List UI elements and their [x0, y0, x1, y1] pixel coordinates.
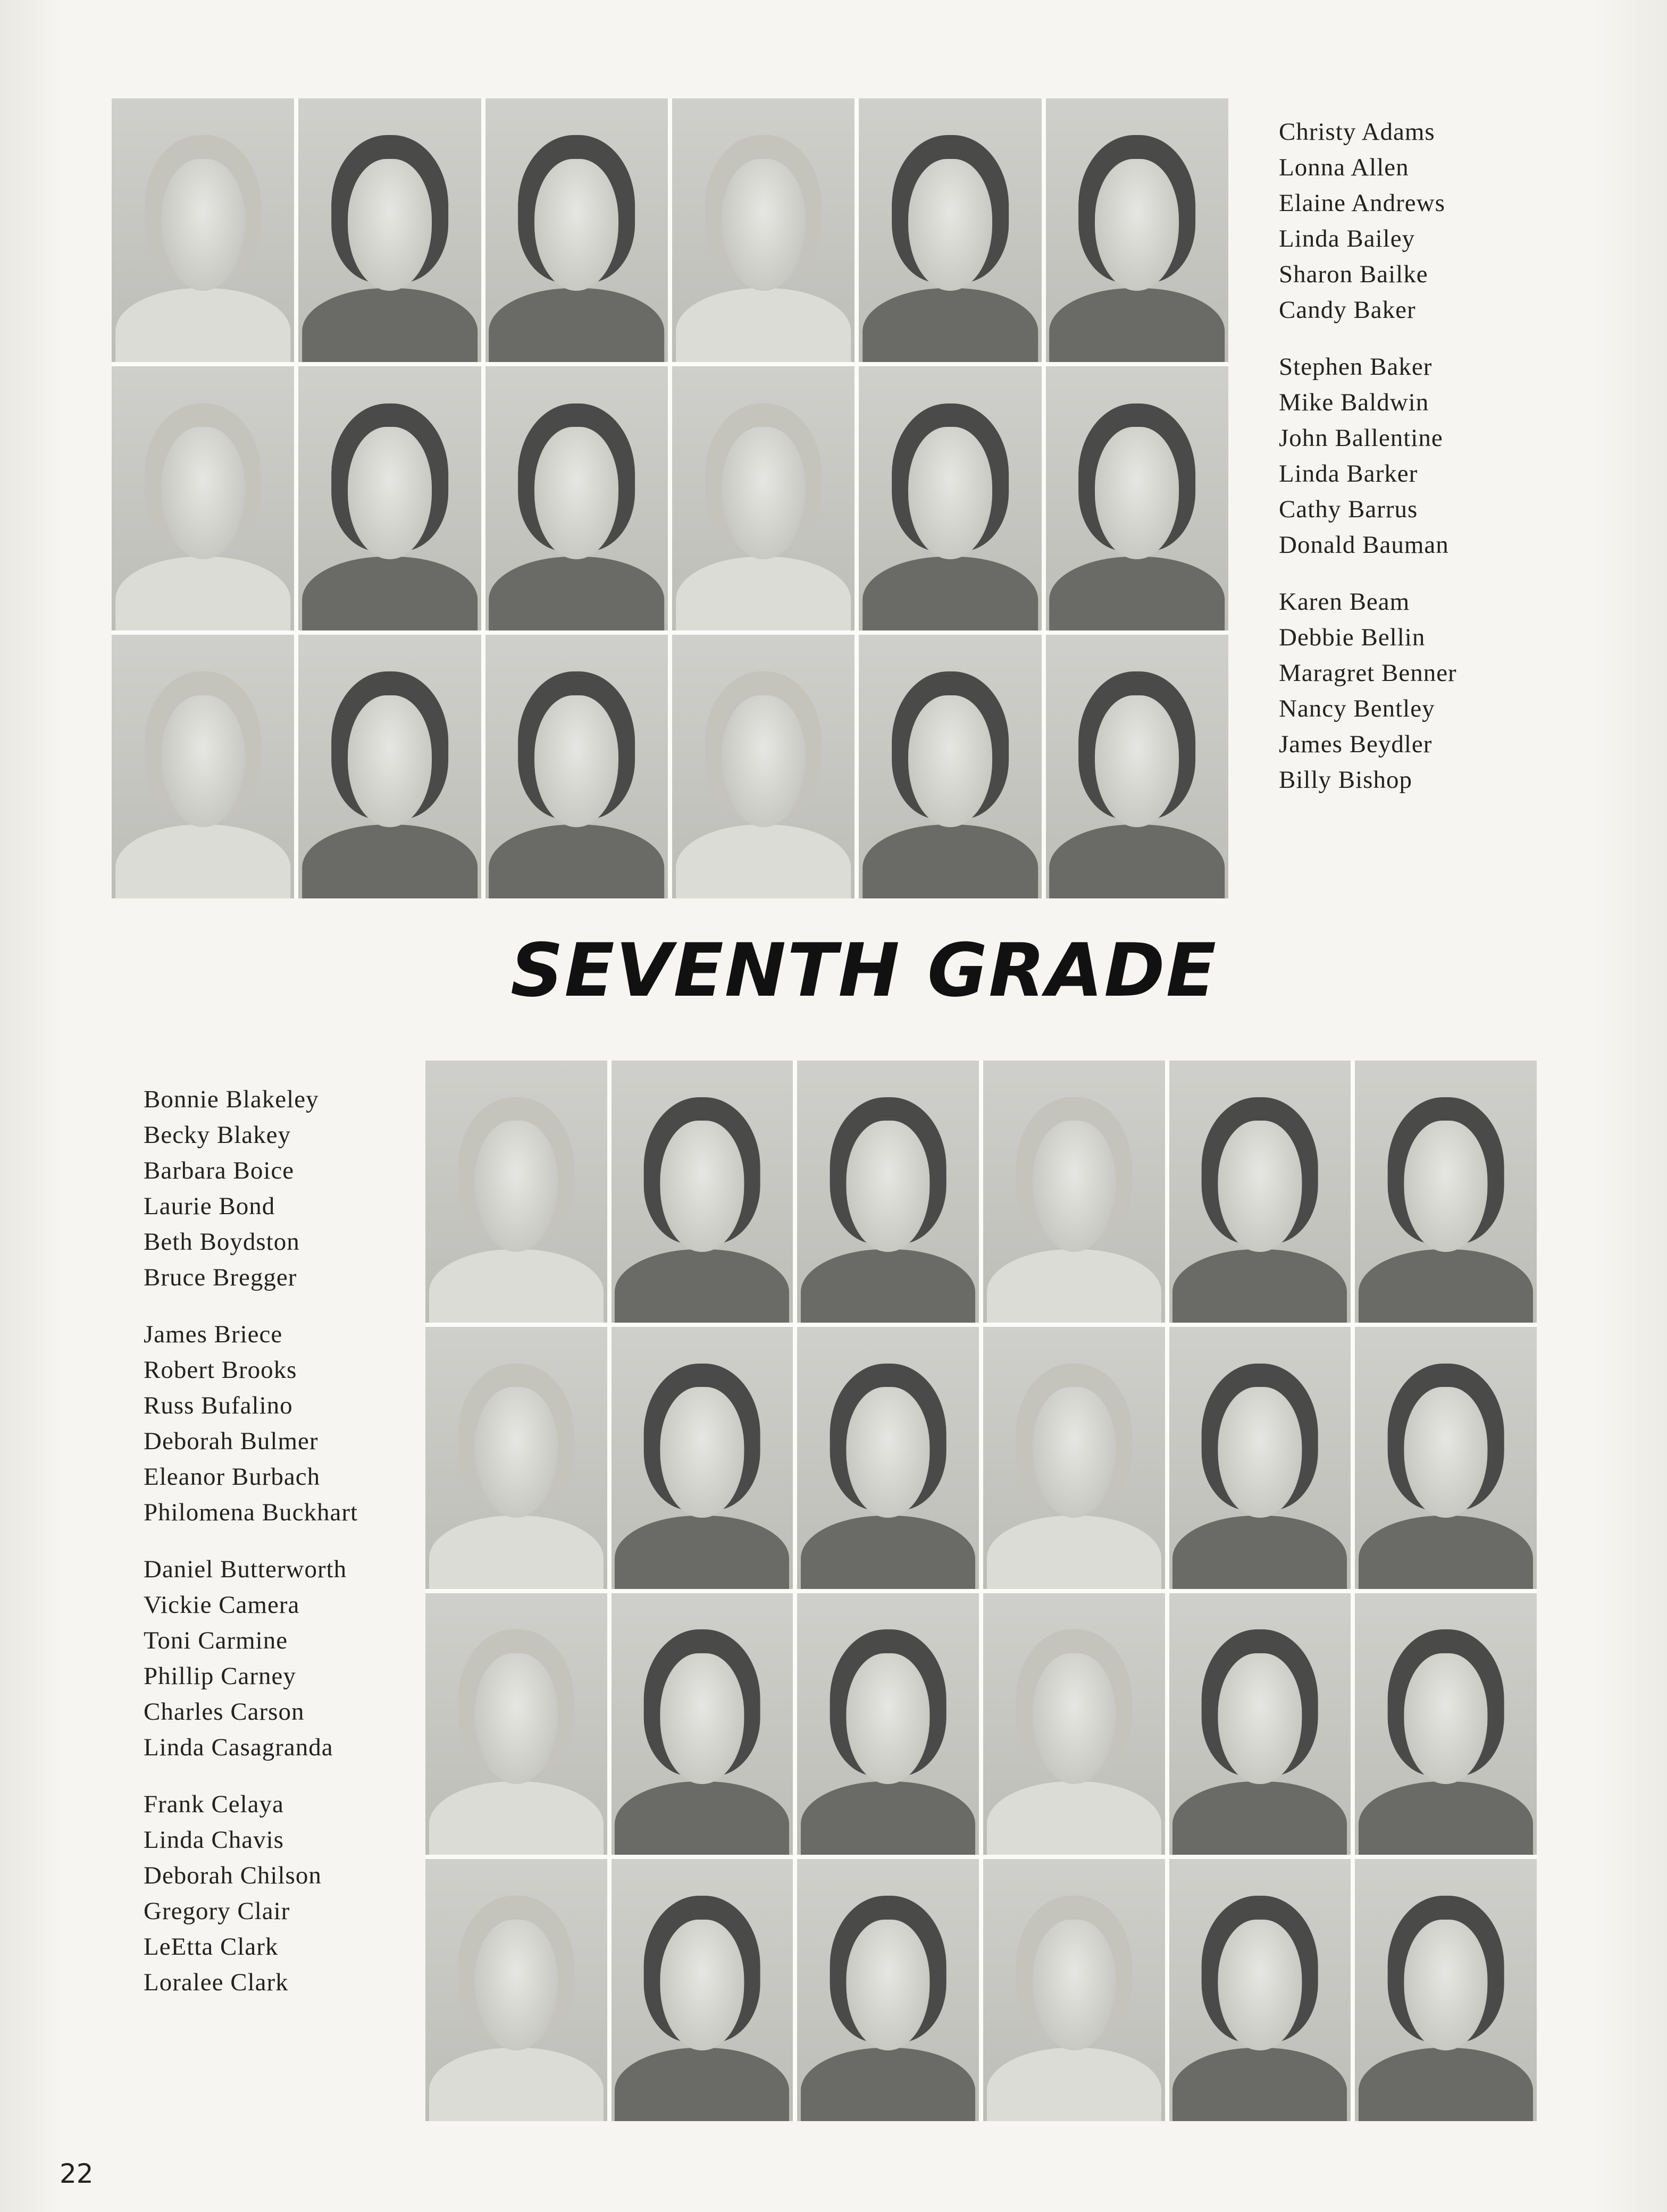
- student-portrait: [1169, 1593, 1351, 1855]
- student-portrait: [485, 366, 668, 630]
- student-name: Toni Carmine: [144, 1627, 288, 1654]
- student-portrait: [672, 635, 855, 898]
- student-name: Philomena Buckhart: [144, 1499, 358, 1526]
- bottom-photo-grid: [425, 1061, 1537, 2121]
- student-portrait: [1169, 1061, 1351, 1323]
- student-portrait: [485, 98, 668, 362]
- name-group: [1279, 114, 1457, 328]
- student-portrait: [112, 366, 294, 630]
- student-portrait: [797, 1061, 979, 1323]
- name-group: [144, 1787, 358, 2000]
- student-name: Russ Bufalino: [144, 1392, 293, 1419]
- student-name: Debbie Bellin: [1279, 624, 1426, 651]
- student-portrait: [859, 366, 1041, 630]
- student-portrait: [983, 1061, 1165, 1323]
- name-group: [144, 1317, 358, 1530]
- student-portrait: [611, 1327, 793, 1589]
- student-name: Charles Carson: [144, 1698, 305, 1726]
- student-portrait: [672, 98, 855, 362]
- student-name: Elaine Andrews: [1279, 189, 1445, 217]
- student-name: Loralee Clark: [144, 1969, 289, 1996]
- student-portrait: [485, 635, 668, 898]
- name-group: [144, 1082, 358, 1296]
- student-portrait: [797, 1593, 979, 1855]
- student-name: Gregory Clair: [144, 1897, 290, 1925]
- student-name: Nancy Bentley: [1279, 695, 1435, 722]
- student-name: Becky Blakey: [144, 1121, 291, 1149]
- student-name: Deborah Bulmer: [144, 1427, 319, 1455]
- student-portrait: [425, 1061, 607, 1323]
- student-portrait: [983, 1327, 1165, 1589]
- student-portrait: [425, 1593, 607, 1855]
- student-name: Barbara Boice: [144, 1157, 295, 1184]
- student-name: Frank Celaya: [144, 1790, 284, 1818]
- student-portrait: [611, 1859, 793, 2121]
- student-portrait: [298, 98, 481, 362]
- student-name: Candy Baker: [1279, 296, 1416, 324]
- student-name: Sharon Bailke: [1279, 260, 1428, 288]
- student-portrait: [1046, 366, 1228, 630]
- bottom-name-list: [144, 1082, 358, 2000]
- student-portrait: [1355, 1859, 1537, 2121]
- student-name: Maragret Benner: [1279, 659, 1457, 687]
- student-name: Linda Chavis: [144, 1826, 284, 1854]
- top-name-list: [1279, 114, 1457, 798]
- student-portrait: [1355, 1327, 1537, 1589]
- student-portrait: [859, 98, 1041, 362]
- student-name: Beth Boydston: [144, 1228, 300, 1256]
- student-name: Linda Bailey: [1279, 225, 1415, 253]
- student-portrait: [112, 635, 294, 898]
- student-portrait: [425, 1327, 607, 1589]
- name-group: [144, 1552, 358, 1765]
- student-name: Phillip Carney: [144, 1662, 296, 1690]
- student-portrait: [1355, 1593, 1537, 1855]
- student-name: Laurie Bond: [144, 1192, 275, 1220]
- student-portrait: [797, 1859, 979, 2121]
- student-name: Mike Baldwin: [1279, 389, 1429, 416]
- page-number: 22: [60, 2158, 94, 2189]
- student-name: Christy Adams: [1279, 118, 1435, 146]
- student-name: James Beydler: [1279, 730, 1433, 758]
- student-name: Bonnie Blakeley: [144, 1086, 319, 1113]
- student-name: John Ballentine: [1279, 424, 1443, 452]
- student-portrait: [672, 366, 855, 630]
- student-portrait: [859, 635, 1041, 898]
- student-name: Lonna Allen: [1279, 154, 1409, 181]
- student-name: James Briece: [144, 1321, 283, 1348]
- student-portrait: [983, 1593, 1165, 1855]
- student-portrait: [1169, 1327, 1351, 1589]
- top-photo-grid: [112, 98, 1228, 898]
- student-portrait: [611, 1061, 793, 1323]
- student-name: Eleanor Burbach: [144, 1463, 321, 1491]
- name-group: [1279, 349, 1457, 563]
- student-portrait: [1355, 1061, 1537, 1323]
- student-name: Daniel Butterworth: [144, 1555, 347, 1583]
- student-portrait: [425, 1859, 607, 2121]
- student-name: Robert Brooks: [144, 1356, 297, 1384]
- student-portrait: [298, 635, 481, 898]
- student-name: Cathy Barrus: [1279, 495, 1418, 523]
- student-name: LeEtta Clark: [144, 1933, 279, 1961]
- student-name: Bruce Bregger: [144, 1264, 297, 1291]
- student-portrait: [797, 1327, 979, 1589]
- student-portrait: [1169, 1859, 1351, 2121]
- student-name: Deborah Chilson: [144, 1862, 322, 1889]
- student-name: Karen Beam: [1279, 588, 1410, 616]
- student-portrait: [112, 98, 294, 362]
- student-name: Stephen Baker: [1279, 353, 1433, 381]
- name-group: [1279, 584, 1457, 798]
- student-portrait: [611, 1593, 793, 1855]
- student-portrait: [1046, 635, 1228, 898]
- student-name: Billy Bishop: [1279, 766, 1412, 794]
- page-title: SEVENTH GRADE: [510, 928, 1218, 1013]
- student-name: Linda Barker: [1279, 460, 1418, 487]
- student-portrait: [983, 1859, 1165, 2121]
- student-portrait: [1046, 98, 1228, 362]
- student-name: Donald Bauman: [1279, 531, 1449, 559]
- student-name: Linda Casagranda: [144, 1734, 333, 1761]
- student-portrait: [298, 366, 481, 630]
- student-name: Vickie Camera: [144, 1591, 300, 1619]
